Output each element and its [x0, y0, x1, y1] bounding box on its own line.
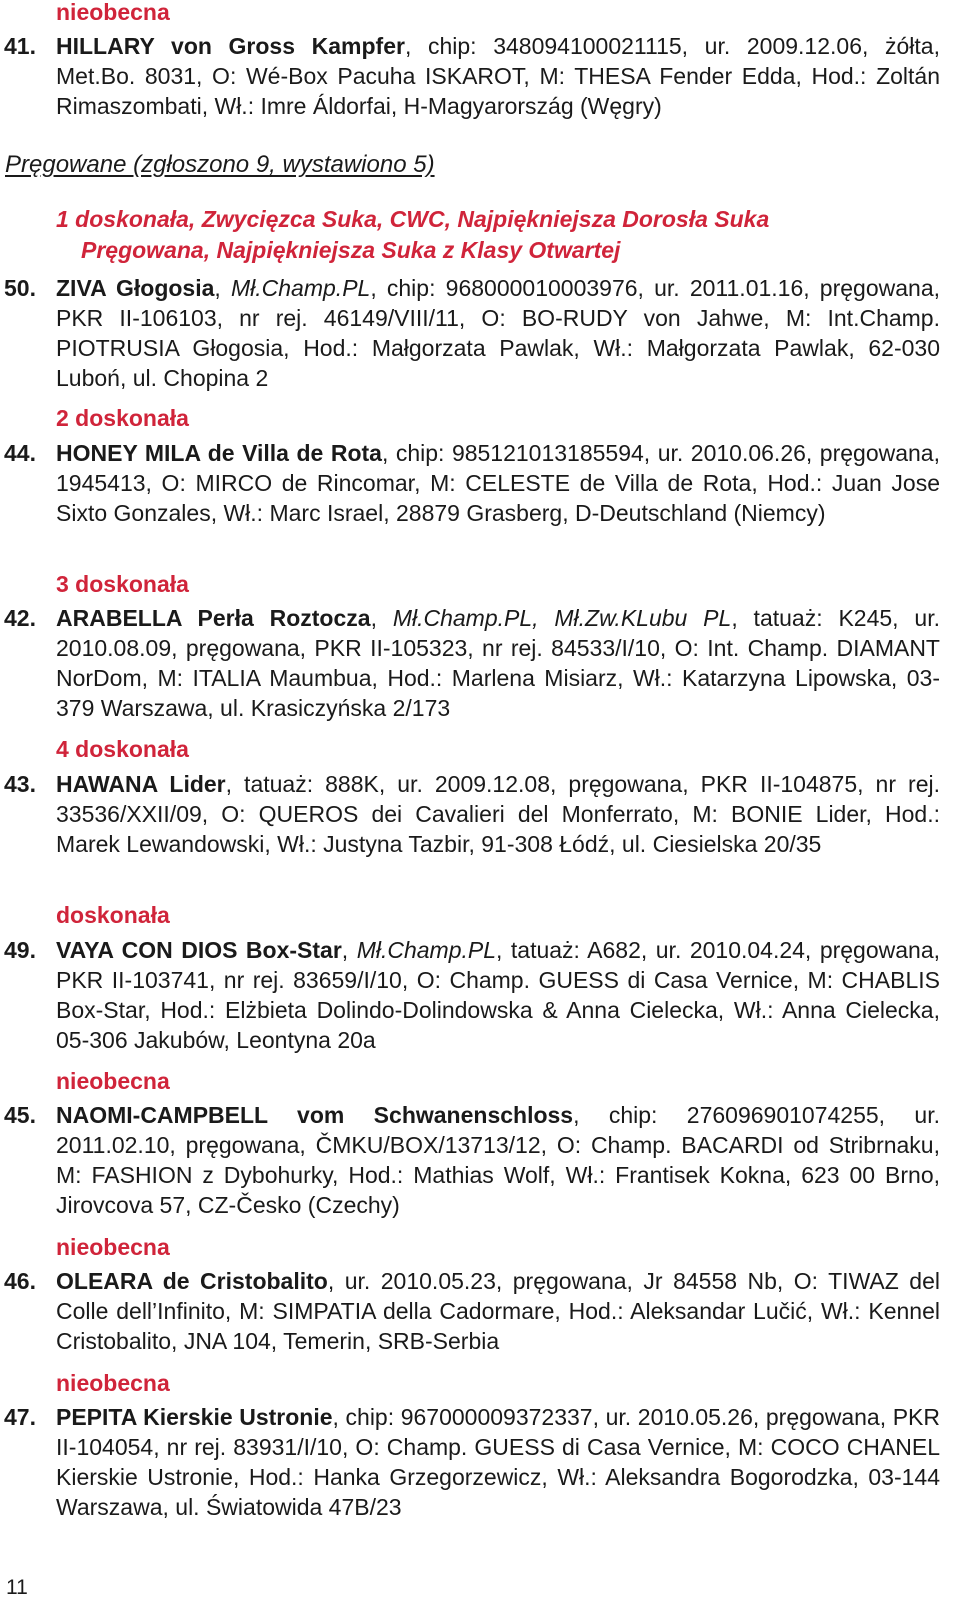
entry-details: , chip: 985121013185594, ur. 2010.06.26, pręgowana, 1945413, O: MIRCO de Rincomar, M: CELESTE de Villa de Rota, Hod.: Juan Jose Sixto Gonzales, Wł.: Marc Israel, 28879 Grasberg, D-Deutschland (Niemcy)	[56, 440, 940, 526]
placing-label: nieobecna	[56, 1068, 170, 1094]
dog-entry-hillary	[4, 31, 940, 121]
placing-label: nieobecna	[56, 0, 170, 25]
entry-details: , tatuaż: K245, ur. 2010.08.09, pręgowana, PKR II-105323, nr rej. 84533/I/10, O: Int. Champ. DIAMANT NorDom, M: ITALIA Maumbua, Hod.: Marlena Misiarz, Wł.: Katarzyna Lipowska, 03-379 Warszawa, ul. Krasiczyńska 2/173	[56, 605, 940, 721]
dog-entry-vaya-con-dios	[4, 935, 941, 1055]
entry-details: , chip: 967000009372337, ur. 2010.05.26, pręgowana, PKR II-104054, nr rej. 83931/I/10, O: Champ. GUESS di Casa Vernice, M: COCO CHANEL Kierskie Ustronie, Hod.: Hanka Grzegorzewicz, Wł.: Aleksandra Bogorodzka, 03-144 Warszawa, ul. Światowida 47B/23	[56, 1404, 940, 1520]
entry-details: , chip: 276096901074255, ur. 2011.02.10, pręgowana, ČMKU/BOX/13713/12, O: Champ. BACARDI od Stribrnaku, M: FASHION z Dybohurky, Hod.: Mathias Wolf, Wł.: Frantisek Kokna, 623 00 Brno, Jirovcova 57, CZ-Česko (Czechy)	[56, 1102, 941, 1218]
entry-number: 50.	[4, 275, 36, 301]
entry-number: 49.	[4, 937, 36, 963]
dog-entry-ziva	[4, 273, 941, 393]
name-separator: ,	[370, 605, 393, 631]
entry-details: , tatuaż: 888K, ur. 2009.12.08, pręgowana, PKR II-104875, nr rej. 33536/XXII/09, O: QUEROS dei Cavalieri del Monferrato, M: BONIE Lider, Hod.: Marek Lewandowski, Wł.: Justyna Tazbir, 91-308 Łódź, ul. Ciesielska 20/35	[56, 771, 940, 857]
dog-title: Mł.Champ.PL	[356, 937, 497, 963]
dog-name: ARABELLA Perła Roztocza	[56, 605, 371, 631]
dog-title: Mł.Champ.PL, Mł.Zw.KLubu PL	[392, 605, 732, 631]
placing-label: 3 doskonała	[56, 571, 189, 597]
award-line	[56, 204, 940, 266]
placing-label: nieobecna	[56, 1370, 170, 1396]
placing-label: doskonała	[56, 902, 170, 928]
dog-entry-pepita	[4, 1402, 940, 1522]
dog-entry-naomi-campbell	[4, 1100, 941, 1220]
award-line-2: Pręgowana, Najpiękniejsza Suka z Klasy Otwartej	[81, 237, 621, 263]
dog-title: Mł.Champ.PL	[231, 275, 371, 301]
award-line-1: 1 doskonała, Zwycięzca Suka, CWC, Najpiękniejsza Dorosła Suka	[56, 206, 770, 232]
entry-details: , tatuaż: A682, ur. 2010.04.24, pręgowana, PKR II-103741, nr rej. 83659/I/10, O: Champ. GUESS di Casa Vernice, M: CHABLIS Box-Star, Hod.: Elżbieta Dolindo-Dolindowska & Anna Cielecka, Wł.: Anna Cielecka, 05-306 Jakubów, Leontyna 20a	[56, 937, 941, 1053]
dog-entry-hawana	[4, 769, 940, 859]
entry-details: , chip: 348094100021115, ur. 2009.12.06, żółta, Met.Bo. 8031, O: Wé-Box Pacuha ISKAROT, M: THESA Fender Edda, Hod.: Zoltán Rimaszombati, Wł.: Imre Áldorfai, H-Magyarország (Węgry)	[56, 33, 940, 119]
entry-number: 46.	[4, 1268, 36, 1294]
dog-name: NAOMI-CAMPBELL vom Schwanenschloss	[56, 1102, 574, 1128]
dog-entry-arabella	[4, 603, 940, 723]
dog-name: OLEARA de Cristobalito	[56, 1268, 328, 1294]
page-number: 11	[6, 1576, 28, 1599]
entry-number: 41.	[4, 33, 36, 59]
placing-label: 2 doskonała	[56, 405, 189, 431]
entry-number: 47.	[4, 1404, 36, 1430]
placing-label: nieobecna	[56, 1234, 170, 1260]
entry-number: 44.	[4, 440, 36, 466]
section-title: Pręgowane (zgłoszono 9, wystawiono 5)	[5, 151, 435, 178]
dog-name: HONEY MILA de Villa de Rota	[56, 440, 382, 466]
dog-name: HILLARY von Gross Kampfer	[56, 33, 405, 59]
placing-label: 4 doskonała	[56, 736, 189, 762]
entry-number: 43.	[4, 771, 36, 797]
dog-name: VAYA CON DIOS Box-Star	[56, 937, 342, 963]
dog-name: PEPITA Kierskie Ustronie	[56, 1404, 333, 1430]
name-separator: ,	[341, 937, 357, 963]
entry-details: , ur. 2010.05.23, pręgowana, Jr 84558 Nb, O: TIWAZ del Colle dell’Infinito, M: SIMPATIA della Cadormare, Hod.: Aleksandar Lučić, Wł.: Kennel Cristobalito, JNA 104, Temerin, SRB-Serbia	[56, 1268, 940, 1354]
name-separator: ,	[214, 275, 231, 301]
dog-entry-oleara	[4, 1266, 940, 1356]
dog-name: ZIVA Głogosia	[56, 275, 215, 301]
entry-number: 42.	[4, 605, 36, 631]
entry-details: , chip: 968000010003976, ur. 2011.01.16, pręgowana, PKR II-106103, nr rej. 46149/VIII/11, O: BO-RUDY von Jahwe, M: Int.Champ. PIOTRUSIA Głogosia, Hod.: Małgorzata Pawlak, Wł.: Małgorzata Pawlak, 62-030 Luboń, ul. Chopina 2	[56, 275, 941, 391]
dog-entry-honey-mila	[4, 438, 940, 528]
dog-name: HAWANA Lider	[56, 771, 226, 797]
entry-number: 45.	[4, 1102, 36, 1128]
